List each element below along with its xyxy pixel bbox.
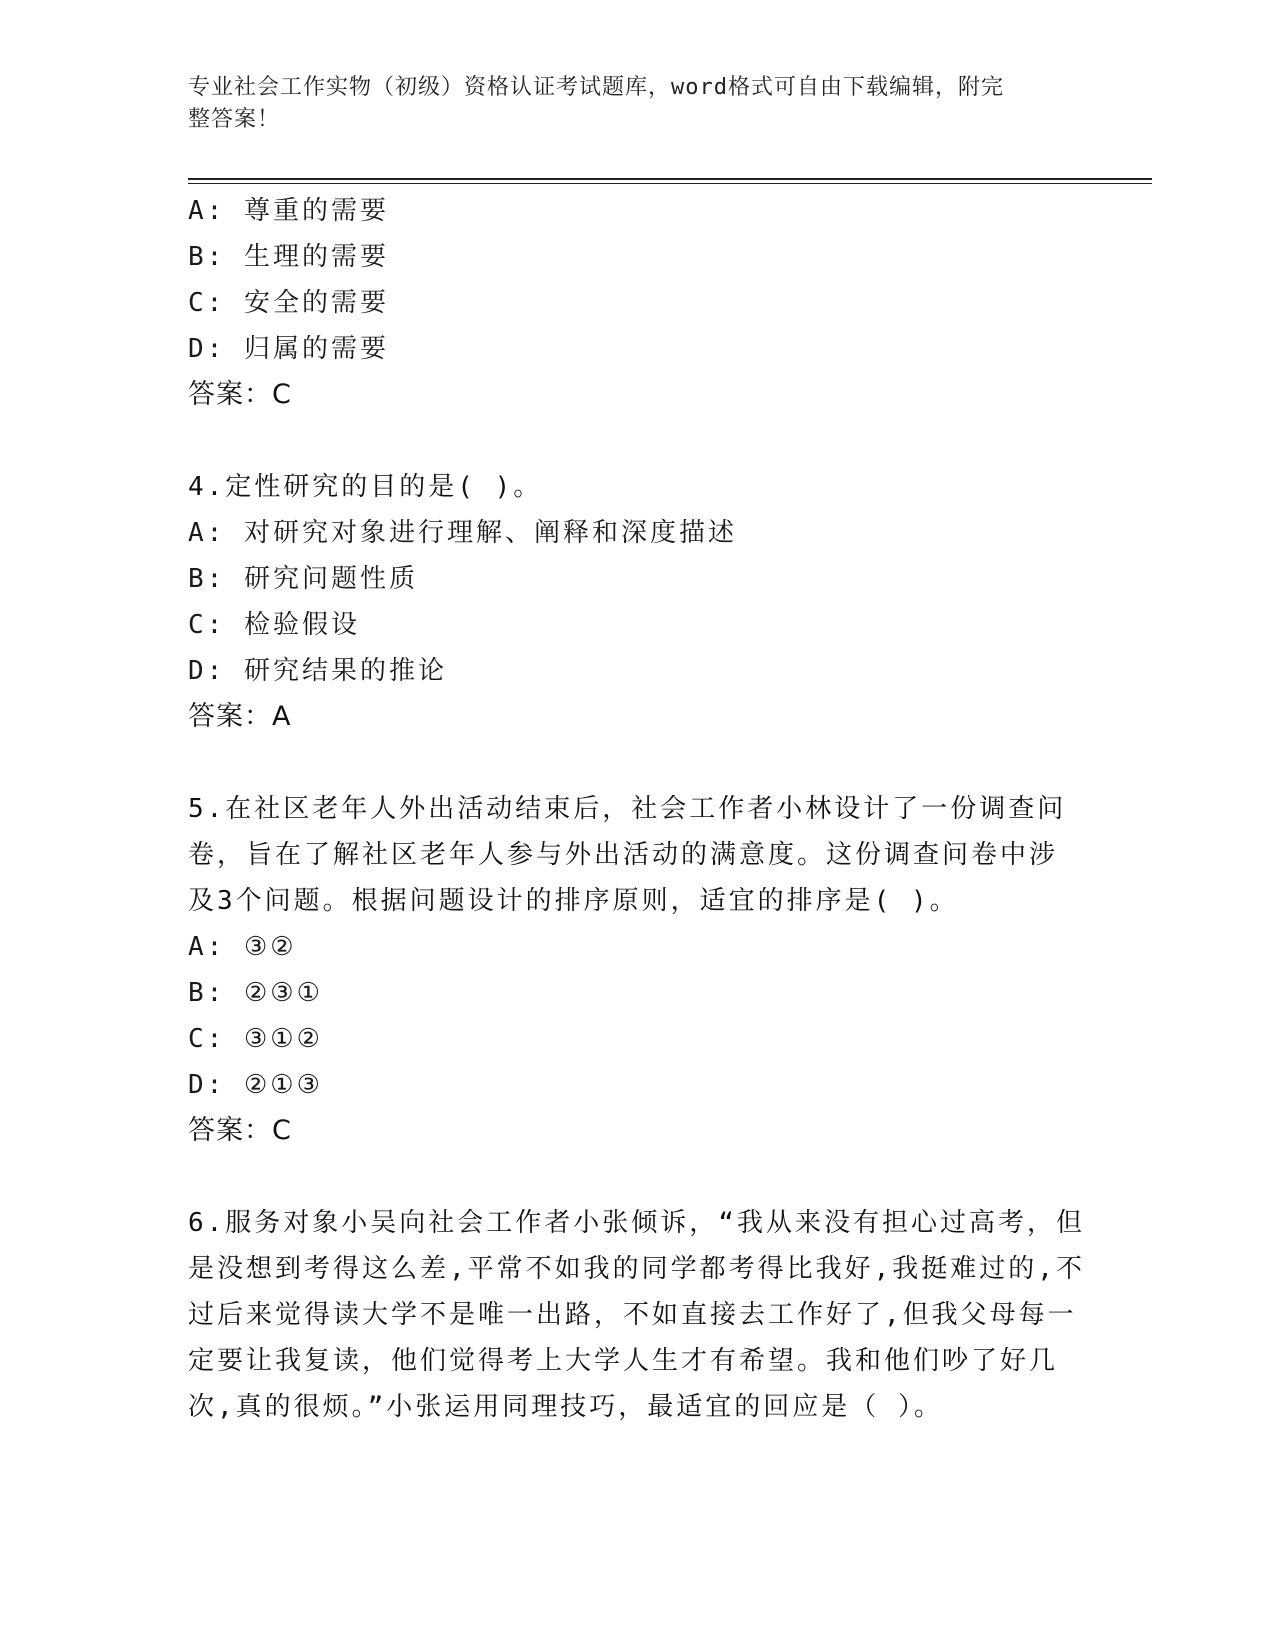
page-header xyxy=(188,72,1068,136)
q5-stem-line-2: 卷，旨在了解社区老年人参与外出活动的满意度。这份调查问卷中涉 xyxy=(188,840,1059,870)
q5-option-b: B: ②③① xyxy=(188,978,323,1008)
q5-option-d: D: ②①③ xyxy=(188,1070,323,1100)
q6-stem-line-2: 是没想到考得这么差,平常不如我的同学都考得比我好,我挺难过的,不 xyxy=(188,1254,1085,1284)
q5-option-a: A: ③② xyxy=(188,932,297,962)
q4-stem-line-1: 4.定性研究的目的是( )。 xyxy=(188,472,543,502)
header-rule-thin xyxy=(188,183,1152,184)
question-6 xyxy=(188,1200,1085,1430)
q4-option-c: C: 检验假设 xyxy=(188,610,360,640)
q5-answer: 答案：C xyxy=(188,1115,292,1146)
q5-stem xyxy=(188,786,1078,924)
question-5 xyxy=(188,786,1078,1154)
q3-option-c: C: 安全的需要 xyxy=(188,288,389,318)
q6-stem-line-4: 定要让我复读，他们觉得考上大学人生才有希望。我和他们吵了好几 xyxy=(188,1346,1059,1376)
q6-stem xyxy=(188,1200,1085,1430)
q4-option-a: A: 对研究对象进行理解、阐释和深度描述 xyxy=(188,518,737,548)
q4-answer: 答案：A xyxy=(188,701,292,732)
q3-option-b: B: 生理的需要 xyxy=(188,242,389,272)
q3-option-d: D: 归属的需要 xyxy=(188,334,389,364)
header-line-2: 整答案！ xyxy=(188,107,281,132)
question-3 xyxy=(188,188,1078,418)
q5-option-c: C: ③①② xyxy=(188,1024,323,1054)
q5-stem-line-1: 5.在社区老年人外出活动结束后，社会工作者小林设计了一份调查问 xyxy=(188,794,1067,824)
q4-option-d: D: 研究结果的推论 xyxy=(188,656,447,686)
q6-stem-line-5: 次,真的很烦。”小张运用同理技巧，最适宜的回应是（ ）。 xyxy=(188,1392,943,1422)
q5-stem-line-3: 及3个问题。根据问题设计的排序原则，适宜的排序是( )。 xyxy=(188,886,959,916)
document-body xyxy=(188,188,1085,1430)
q4-option-b: B: 研究问题性质 xyxy=(188,564,418,594)
q4-stem xyxy=(188,464,1078,510)
q3-answer: 答案：C xyxy=(188,379,292,410)
q6-stem-line-3: 过后来觉得读大学不是唯一出路，不如直接去工作好了,但我父母每一 xyxy=(188,1300,1077,1330)
q3-option-a: A: 尊重的需要 xyxy=(188,196,389,226)
header-rule-thick xyxy=(188,178,1152,180)
q6-stem-line-1: 6.服务对象小吴向社会工作者小张倾诉，“我从来没有担心过高考，但 xyxy=(188,1208,1085,1238)
header-line-1: 专业社会工作实物（初级）资格认证考试题库，word格式可自由下载编辑，附完 xyxy=(188,75,1004,100)
question-4 xyxy=(188,464,1078,740)
